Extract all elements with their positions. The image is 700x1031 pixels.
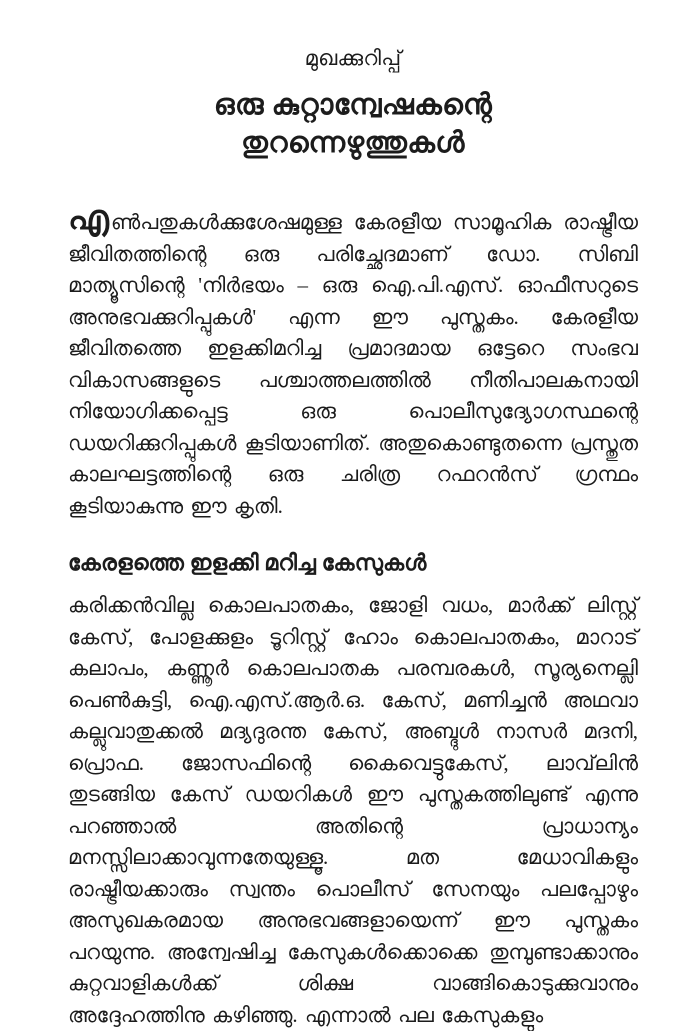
- book-title: [68, 87, 638, 162]
- cases-paragraph: കരിക്കൻവില്ല കൊലപാതകം, ജോളി വധം, മാർക്ക് ലിസ്റ്റ് കേസ്, പോളക്കുളം ടൂറിസ്റ്റ് ഹോം കൊലപാതകം, മാറാട് കലാപം, കണ്ണൂർ കൊലപാതക പരമ്പരകൾ, സൂര്യനെല്ലി പെൺകുട്ടി, ഐ.എസ്.ആർ.ഒ. കേസ്, മണിച്ചൻ അഥവാ കല്ലുവാതുക്കൽ മദ്യദുരന്ത കേസ്, അബ്ദുൾ നാസർ മദനി, പ്രൊഫ. ജോസഫിന്റെ കൈവെട്ടുകേസ്, ലാവ്‌ലിൻ തുടങ്ങിയ കേസ് ഡയറികൾ ഈ പുസ്തകത്തിലുണ്ട് എന്നു പറഞ്ഞാൽ അതിന്റെ പ്രാധാന്യം മനസ്സിലാക്കാവുന്നതേയുള്ളൂ. മത മേധാവികളും രാഷ്ട്രീയക്കാരും സ്വന്തം പൊലീസ് സേനയും പലപ്പോഴും അസുഖകരമായ അനുഭവങ്ങളായെന്ന് ഈ പുസ്തകം പറയുന്നു. അന്വേഷിച്ച കേസുകൾക്കൊക്കെ തുമ്പുണ്ടാക്കാനും കുറ്റവാളികൾക്ക് ശിക്ഷ വാങ്ങികൊടുക്കുവാനും അദ്ദേഹത്തിനു കഴിഞ്ഞു. എന്നാൽ പല കേസുകളും: [68, 593, 638, 1027]
- intro-paragraph-text: ൺപതുകൾക്കുശേഷമുള്ള കേരളീയ സാമൂഹിക രാഷ്ട്രീയ ജീവിതത്തിന്റെ ഒരു പരിച്ഛേദമാണ് ഡോ. സിബി മാത്യൂസിന്റെ 'നിർഭയം – ഒരു ഐ.പി.എസ്. ഓഫീസറുടെ അനുഭവക്കുറിപ്പുകൾ' എന്ന ഈ പുസ്തകം. കേരളീയ ജീവിതത്തെ ഇളക്കിമറിച്ച പ്രമാദമായ ഒട്ടേറെ സംഭവ വികാസങ്ങളുടെ പശ്ചാത്തലത്തിൽ നീതിപാലകനായി നിയോഗിക്കപ്പെട്ട ഒരു പൊലീസുദ്യോഗസ്ഥന്റെ ഡയറിക്കുറിപ്പുകൾ കൂടിയാണിത്. അതുകൊണ്ടുതന്നെ പ്രസ്തുത കാലഘട്ടത്തിന്റെ ഒരു ചരിത്ര റഫറൻസ് ഗ്രന്ഥം കൂടിയാകുന്നു ഈ കൃതി.: [68, 210, 638, 518]
- book-title-line-1: ഒരു കുറ്റാന്വേഷകന്റെ: [213, 89, 493, 121]
- section-heading: കേരളത്തെ ഇളക്കി മറിച്ച കേസുകൾ: [68, 550, 427, 576]
- intro-paragraph: [68, 202, 638, 522]
- preface-label: മുഖക്കുറിപ്പ്: [304, 46, 402, 70]
- book-title-line-2: തുറന്നെഴുത്തുകൾ: [241, 126, 465, 159]
- drop-cap: എ: [68, 200, 109, 238]
